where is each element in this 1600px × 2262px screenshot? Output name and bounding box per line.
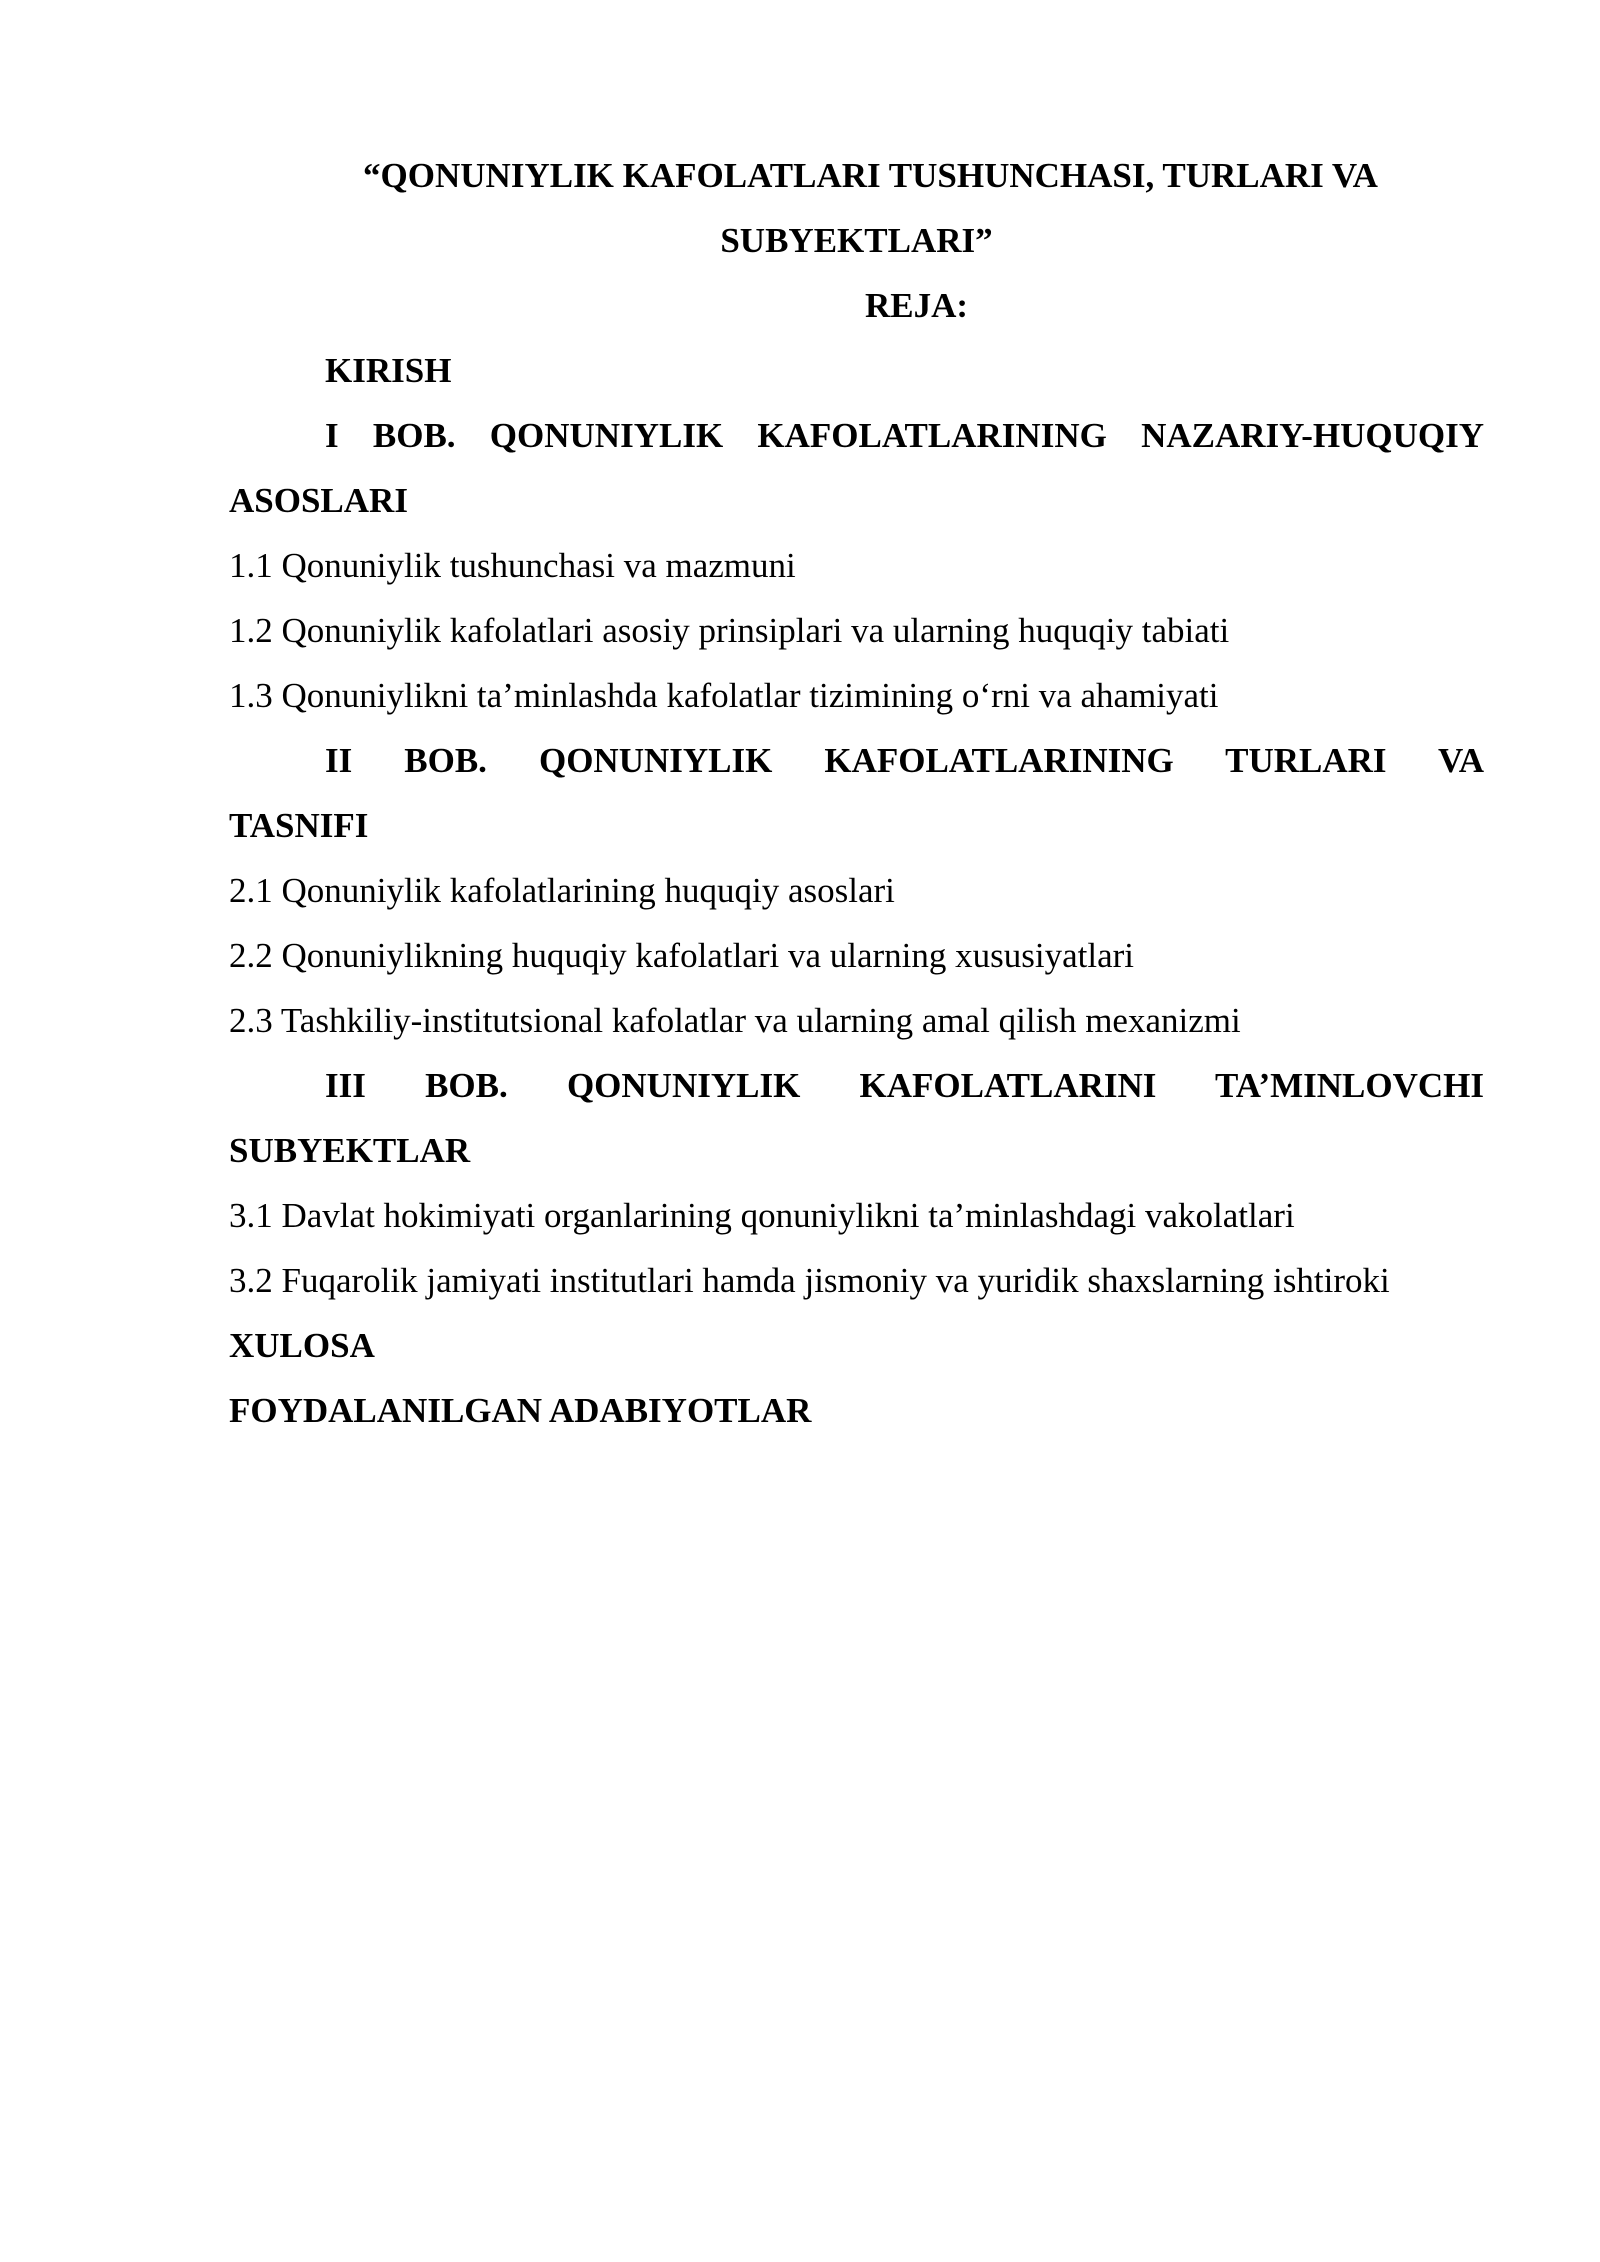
section-2-3: 2.3 Tashkiliy-institutsional kafolatlar va ularning amal qilish mexanizmi xyxy=(229,1001,1241,1040)
section-1-2: 1.2 Qonuniylik kafolatlari asosiy prinsiplari va ularning huquqiy tabiati xyxy=(229,611,1230,650)
chapter-1-heading-cont: ASOSLARI xyxy=(229,481,408,520)
intro-heading: KIRISH xyxy=(325,351,452,390)
chapter-1-heading: I BOB. QONUNIYLIK KAFOLATLARINING NAZARIY-HUQUQIY xyxy=(325,416,1484,455)
chapter-2-heading: II BOB. QONUNIYLIK KAFOLATLARINING TURLARI VA xyxy=(325,741,1484,780)
conclusion-heading: XULOSA xyxy=(229,1326,375,1365)
section-1-3: 1.3 Qonuniylikni ta’minlashda kafolatlar tizimining o‘rni va ahamiyati xyxy=(229,676,1219,715)
references-heading: FOYDALANILGAN ADABIYOTLAR xyxy=(229,1391,812,1430)
chapter-3-heading-cont: SUBYEKTLAR xyxy=(229,1131,471,1170)
document-content xyxy=(229,143,1484,1443)
section-3-2: 3.2 Fuqarolik jamiyati institutlari hamda jismoniy va yuridik shaxslarning ishtiroki xyxy=(229,1261,1390,1300)
chapter-2-heading-cont: TASNIFI xyxy=(229,806,369,845)
plan-heading: REJA: xyxy=(864,286,969,325)
section-1-1: 1.1 Qonuniylik tushunchasi va mazmuni xyxy=(229,546,796,585)
section-3-1: 3.1 Davlat hokimiyati organlarining qonuniylikni ta’minlashdagi vakolatlari xyxy=(229,1196,1295,1235)
chapter-3-heading: III BOB. QONUNIYLIK KAFOLATLARINI TA’MINLOVCHI xyxy=(325,1066,1484,1105)
section-2-2: 2.2 Qonuniylikning huquqiy kafolatlari va ularning xususiyatlari xyxy=(229,936,1134,975)
title-line-1: “QONUNIYLIK KAFOLATLARI TUSHUNCHASI, TURLARI VA xyxy=(363,156,1378,195)
section-2-1: 2.1 Qonuniylik kafolatlarining huquqiy asoslari xyxy=(229,871,895,910)
title-line-2: SUBYEKTLARI” xyxy=(720,221,993,260)
